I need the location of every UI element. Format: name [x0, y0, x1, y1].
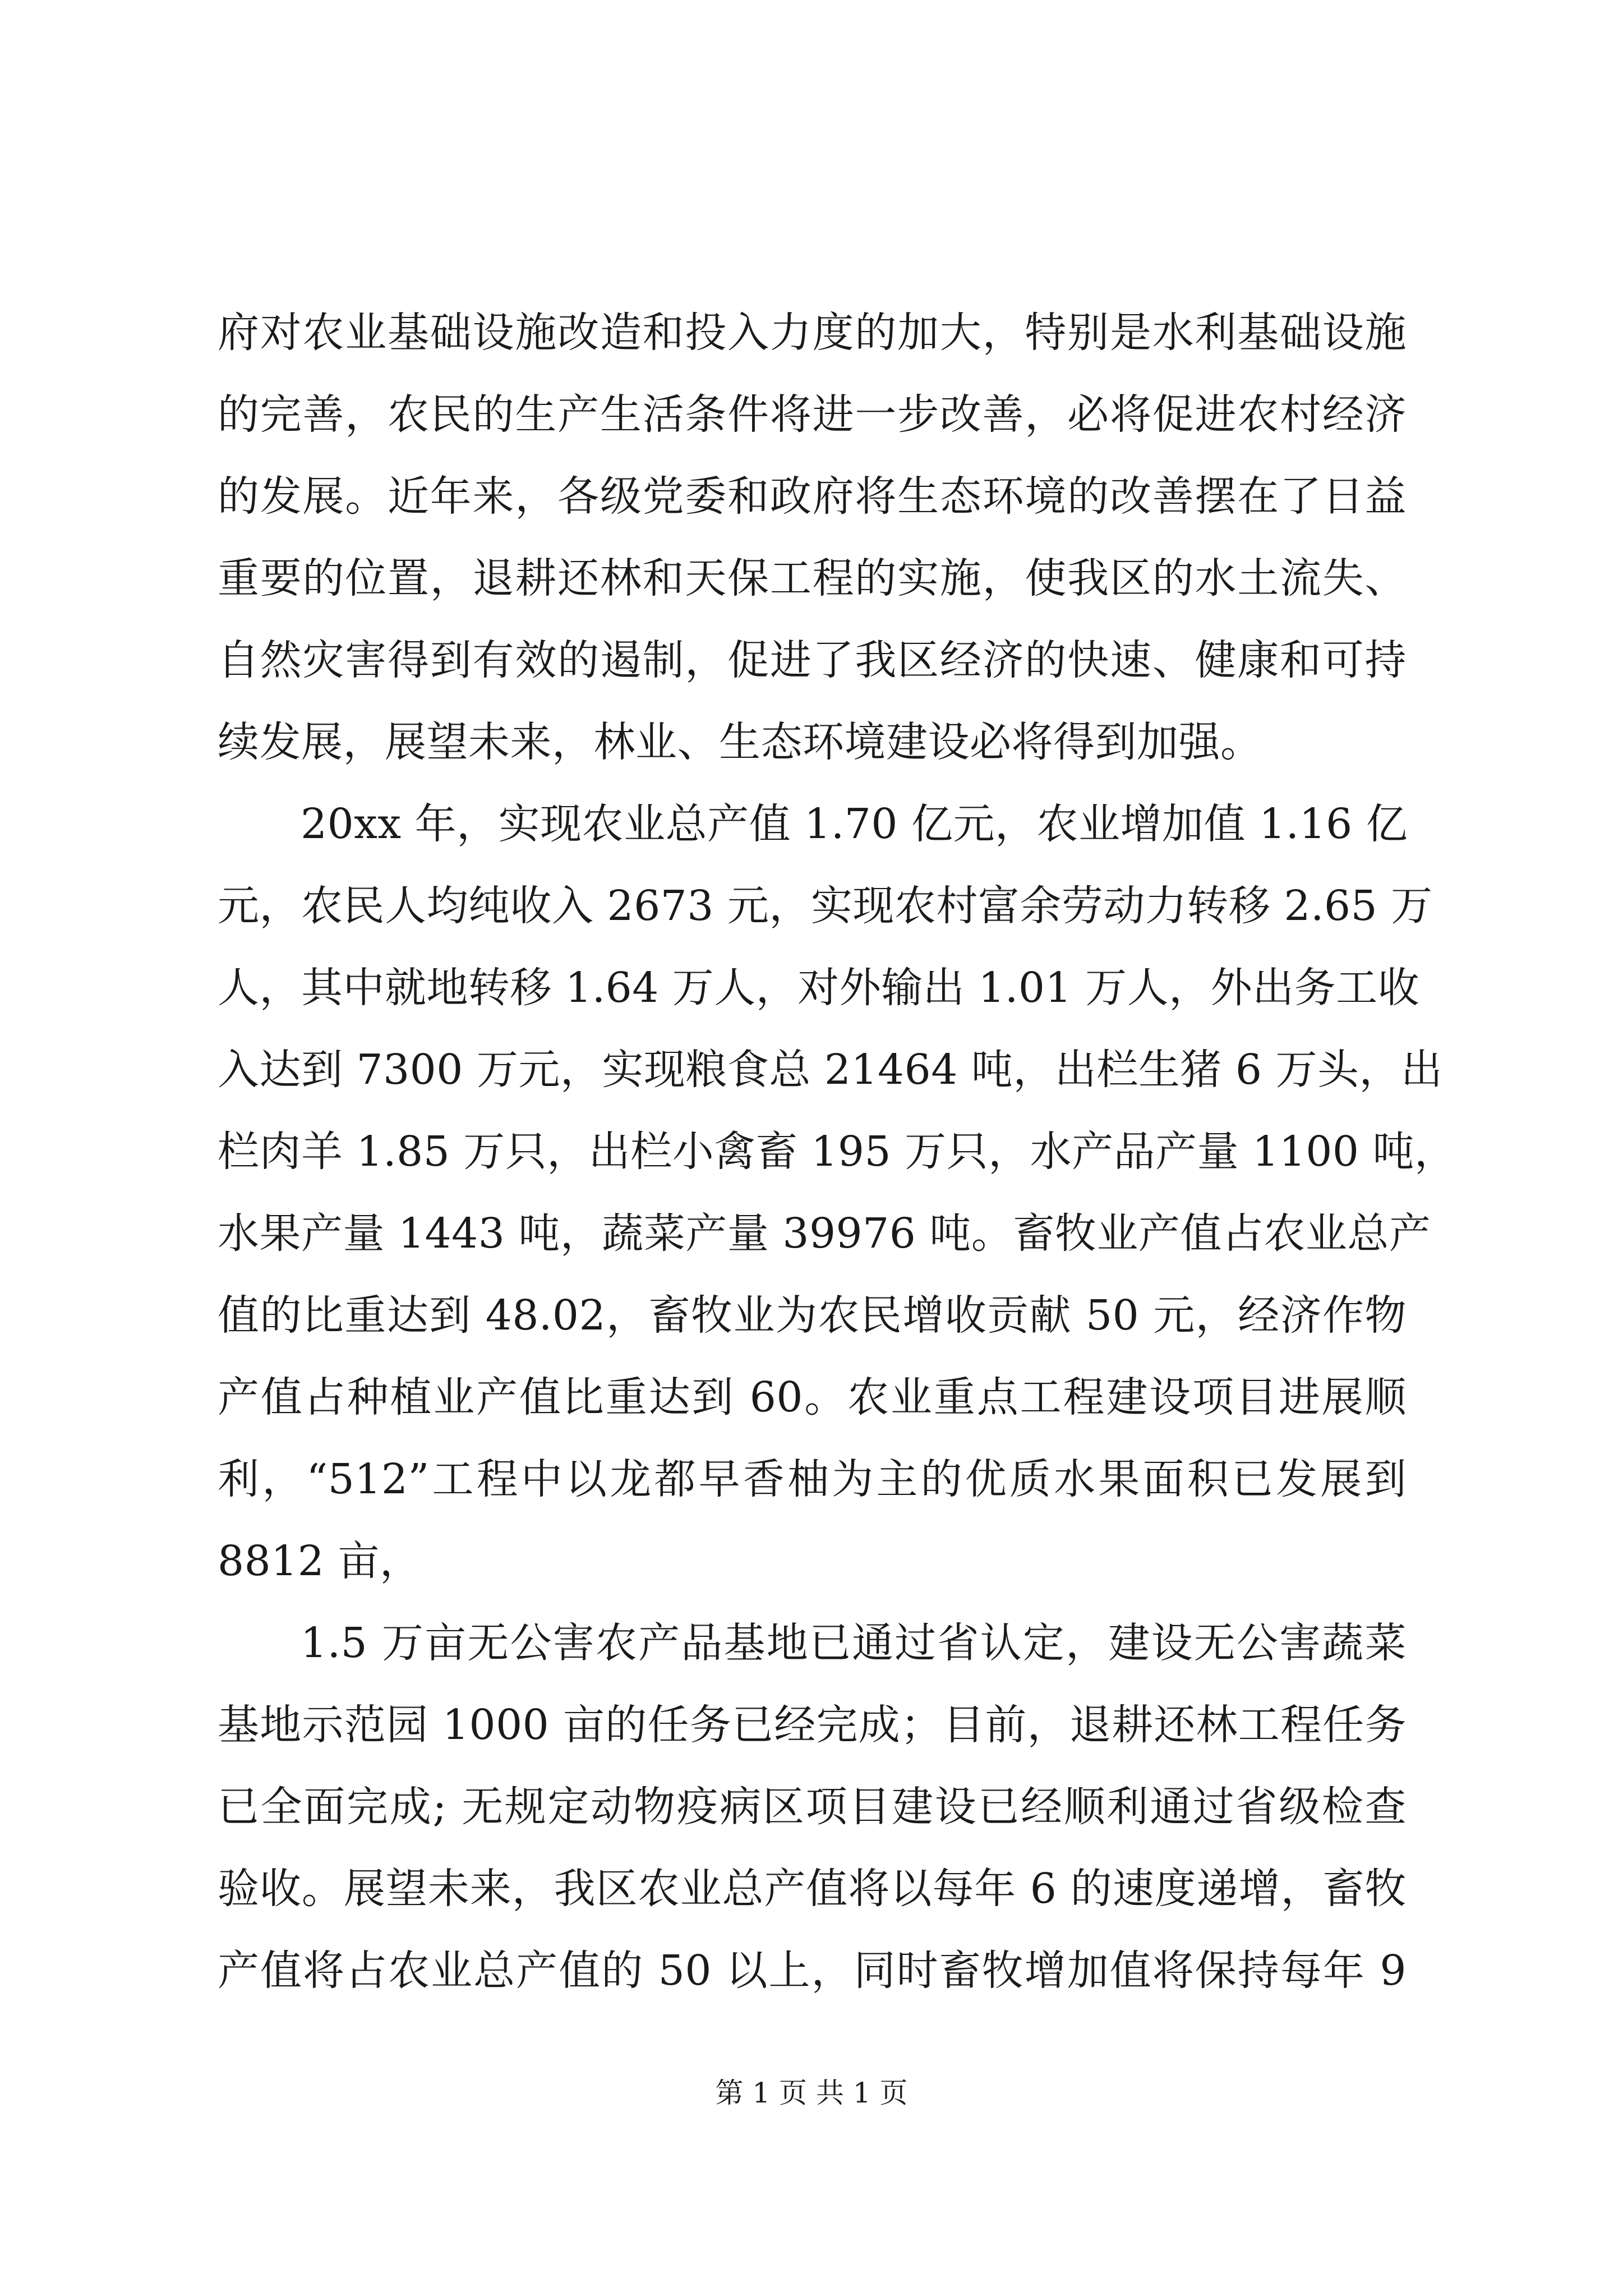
text-line: 续发展，展望未来，林业、生态环境建设必将得到加强。 [218, 718, 1262, 766]
text-line: 基地示范园 1000 亩的任务已经完成；目前，退耕还林工程任务 [218, 1701, 1407, 1749]
text-line: 的完善，农民的生产生活条件将进一步改善，必将促进农村经济 [218, 390, 1407, 439]
text-line: 栏肉羊 1.85 万只，出栏小禽畜 195 万只，水产品产量 1100 吨， [218, 1128, 1456, 1176]
text-line: 1.5 万亩无公害农产品基地已通过省认定，建设无公害蔬菜 [301, 1619, 1407, 1667]
text-line: 利，“512”工程中以龙都早香柚为主的优质水果面积已发展到 [218, 1455, 1407, 1503]
text-line: 验收。展望未来，我区农业总产值将以每年 6 的速度递增，畜牧 [218, 1865, 1407, 1913]
text-line: 的发展。近年来，各级党委和政府将生态环境的改善摆在了日益 [218, 472, 1407, 521]
text-line: 已全面完成; 无规定动物疫病区项目建设已经顺利通过省级检查 [218, 1783, 1407, 1831]
text-line: 水果产量 1443 吨，蔬菜产量 39976 吨。畜牧业产值占农业总产 [218, 1209, 1431, 1258]
text-line: 20xx 年，实现农业总产值 1.70 亿元，农业增加值 1.16 亿 [301, 800, 1408, 848]
text-line: 产值占种植业产值比重达到 60。农业重点工程建设项目进展顺 [218, 1373, 1407, 1421]
text-line: 产值将占农业总产值的 50 以上，同时畜牧增加值将保持每年 9 [218, 1947, 1407, 1995]
body-text [218, 292, 1456, 2012]
text-line: 8812 亩， [218, 1537, 422, 1585]
text-line: 元，农民人均纯收入 2673 元，实现农村富余劳动力转移 2.65 万 [218, 882, 1433, 930]
text-line: 府对农业基础设施改造和投入力度的加大，特别是水利基础设施 [218, 309, 1407, 357]
text-line: 自然灾害得到有效的遏制，促进了我区经济的快速、健康和可持 [218, 636, 1407, 684]
page-footer: 第 1 页 共 1 页 [715, 2077, 908, 2109]
text-line: 入达到 7300 万元，实现粮食总 21464 吨，出栏生猪 6 万头，出 [218, 1046, 1443, 1094]
text-line: 重要的位置，退耕还林和天保工程的实施，使我区的水土流失、 [218, 554, 1407, 602]
text-line: 值的比重达到 48.02，畜牧业为农民增收贡献 50 元，经济作物 [218, 1291, 1407, 1340]
text-line: 人，其中就地转移 1.64 万人，对外输出 1.01 万人，外出务工收 [218, 964, 1420, 1012]
